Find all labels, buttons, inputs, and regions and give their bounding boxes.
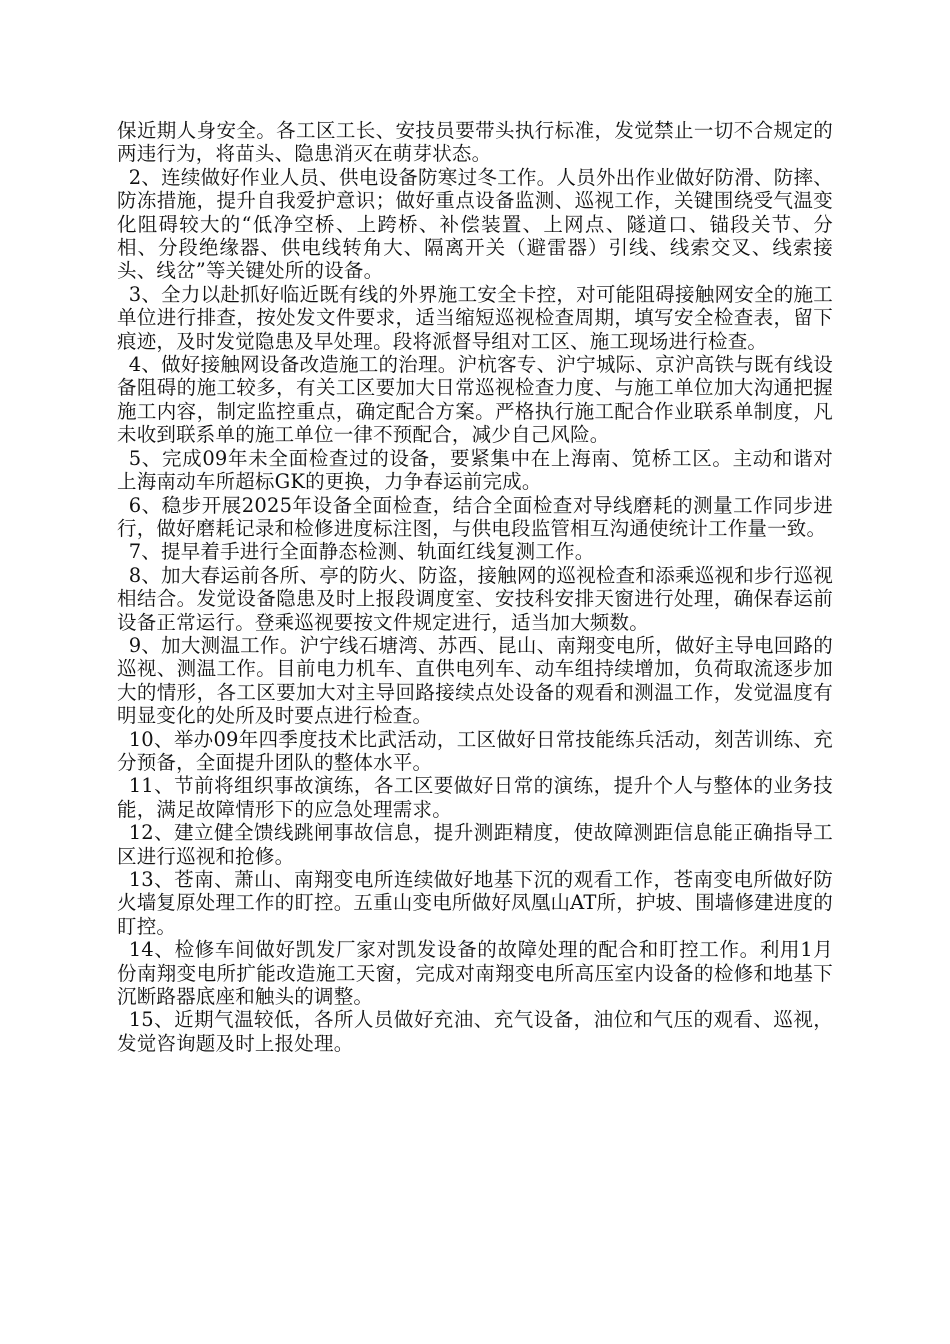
paragraph-item-3: 3、全力以赴抓好临近既有线的外界施工安全卡控，对可能阻碍接触网安全的施工单位进行排查，按处发文件要求，适当缩短巡视检查周期，填写安全检查表，留下痕迹，及时发觉隐患及早处理。段将派督导组对工区、施工现场进行检查。: [117, 282, 833, 353]
paragraph-item-6: 6、稳步开展2025年设备全面检查，结合全面检查对导线磨耗的测量工作同步进行，做好磨耗记录和检修进度标注图，与供电段监管相互沟通使统计工作量一致。: [117, 493, 833, 540]
paragraph-item-15: 15、近期气温较低，各所人员做好充油、充气设备，油位和气压的观看、巡视，发觉咨询题及时上报处理。: [117, 1008, 833, 1055]
document-body: [117, 119, 833, 1055]
paragraph-item-14: 14、检修车间做好凯发厂家对凯发设备的故障处理的配合和盯控工作。利用1月份南翔变电所扩能改造施工天窗，完成对南翔变电所高压室内设备的检修和地基下沉断路器底座和触头的调整。: [117, 938, 833, 1009]
paragraph-item-8: 8、加大春运前各所、亭的防火、防盗，接触网的巡视检查和添乘巡视和步行巡视相结合。发觉设备隐患及时上报段调度室、安技科安排天窗进行处理，确保春运前设备正常运行。登乘巡视要按文件规定进行，适当加大频数。: [117, 563, 833, 634]
paragraph-intro: 保近期人身安全。各工区工长、安技员要带头执行标准，发觉禁止一切不合规定的两违行为，将苗头、隐患消灭在萌芽状态。: [117, 119, 833, 166]
paragraph-item-5: 5、完成09年未全面检查过的设备，要紧集中在上海南、笕桥工区。主动和谐对上海南动车所超标GK的更换，力争春运前完成。: [117, 446, 833, 494]
paragraph-item-2: 2、连续做好作业人员、供电设备防寒过冬工作。人员外出作业做好防滑、防摔、防冻措施，提升自我爱护意识；做好重点设备监测、巡视工作，关键围绕受气温变化阻碍较大的“低净空桥、上跨桥、补偿装置、上网点、隧道口、锚段关节、分相、分段绝缘器、供电线转角大、隔离开关（避雷器）引线、线索交叉、线索接头、线岔”等关键处所的设备。: [117, 165, 833, 283]
paragraph-item-13: 13、苍南、萧山、南翔变电所连续做好地基下沉的观看工作，苍南变电所做好防火墙复原处理工作的盯控。五重山变电所做好凤凰山AT所，护坡、围墙修建进度的盯控。: [117, 868, 833, 938]
paragraph-item-4: 4、做好接触网设备改造施工的治理。沪杭客专、沪宁城际、京沪高铁与既有线设备阻碍的施工较多，有关工区要加大日常巡视检查力度、与施工单位加大沟通把握施工内容，制定监控重点，确定配合方案。严格执行施工配合作业联系单制度，凡未收到联系单的施工单位一律不预配合，减少自己风险。: [117, 353, 833, 447]
paragraph-item-11: 11、节前将组织事故演练，各工区要做好日常的演练，提升个人与整体的业务技能，满足故障情形下的应急处理需求。: [117, 774, 833, 821]
paragraph-item-9: 9、加大测温工作。沪宁线石塘湾、苏西、昆山、南翔变电所，做好主导电回路的巡视、测温工作。目前电力机车、直供电列车、动车组持续增加，负荷取流逐步加大的情形，各工区要加大对主导回路接续点处设备的观看和测温工作，发觉温度有明显变化的处所及时要点进行检查。: [117, 633, 833, 728]
paragraph-item-12: 12、建立健全馈线跳闸事故信息，提升测距精度，使故障测距信息能正确指导工区进行巡视和抢修。: [117, 821, 833, 868]
paragraph-item-10: 10、举办09年四季度技术比武活动，工区做好日常技能练兵活动，刻苦训练、充分预备，全面提升团队的整体水平。: [117, 727, 833, 774]
paragraph-item-7: 7、提早着手进行全面静态检测、轨面红线复测工作。: [128, 540, 595, 564]
